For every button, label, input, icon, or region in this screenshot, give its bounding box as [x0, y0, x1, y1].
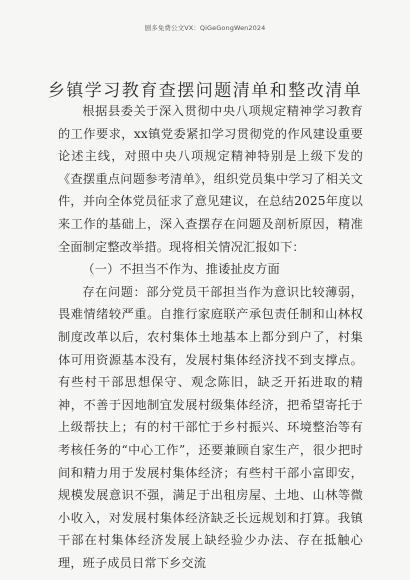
document-body — [58, 100, 363, 574]
section-paragraph: 存在问题：部分党员干部担当作为意识比较薄弱，畏难情绪较严重。自推行家庭联产承包责任制和山林权制度改革以后，农村集体土地基本上都分到户了，村集体可用资源基本没有，发展村集体经济找不到支撑点。有些村干部思想保守、观念陈旧，缺乏开拓进取的精神，不善于因地制宜发展村级集体经济，把希望寄托于上级帮扶上；有的村干部忙于乡村振兴、环境整治等有考核任务的“中心工作”，还要兼顾自家生产，很少把时间和精力用于发展村集体经济；有些村干部小富即安，规模发展意识不强，满足于出租房屋、土地、山林等微小收入，对发展村集体经济缺乏长远规划和打算。我镇干部在村集体经济发展上缺经验少办法、存在抵触心理，班子成员日常下乡交流 — [58, 284, 363, 570]
intro-paragraph: 根据县委关于深入贯彻中央八项规定精神学习教育的工作要求，xx镇党委紧扣学习贯彻党的作风建设重要论述主线，对照中央八项规定精神特别是上级下发的《查摆重点问题参考清单》，组织党员集中学习了相关文件，并向全体党员征求了意见建议，在总结2025年度以来工作的基础上，深入查摆存在问题及剖析原因，精准全面制定整改举措。现将相关情况汇报如下： — [58, 104, 363, 254]
section-heading: （一）不担当不作为、推诿扯皮方面 — [82, 262, 280, 277]
header-watermark: 剧多免费公文VX：QiGeGongWen2024 — [144, 24, 266, 32]
document-title: 乡镇学习教育查摆问题清单和整改清单 — [47, 81, 363, 101]
